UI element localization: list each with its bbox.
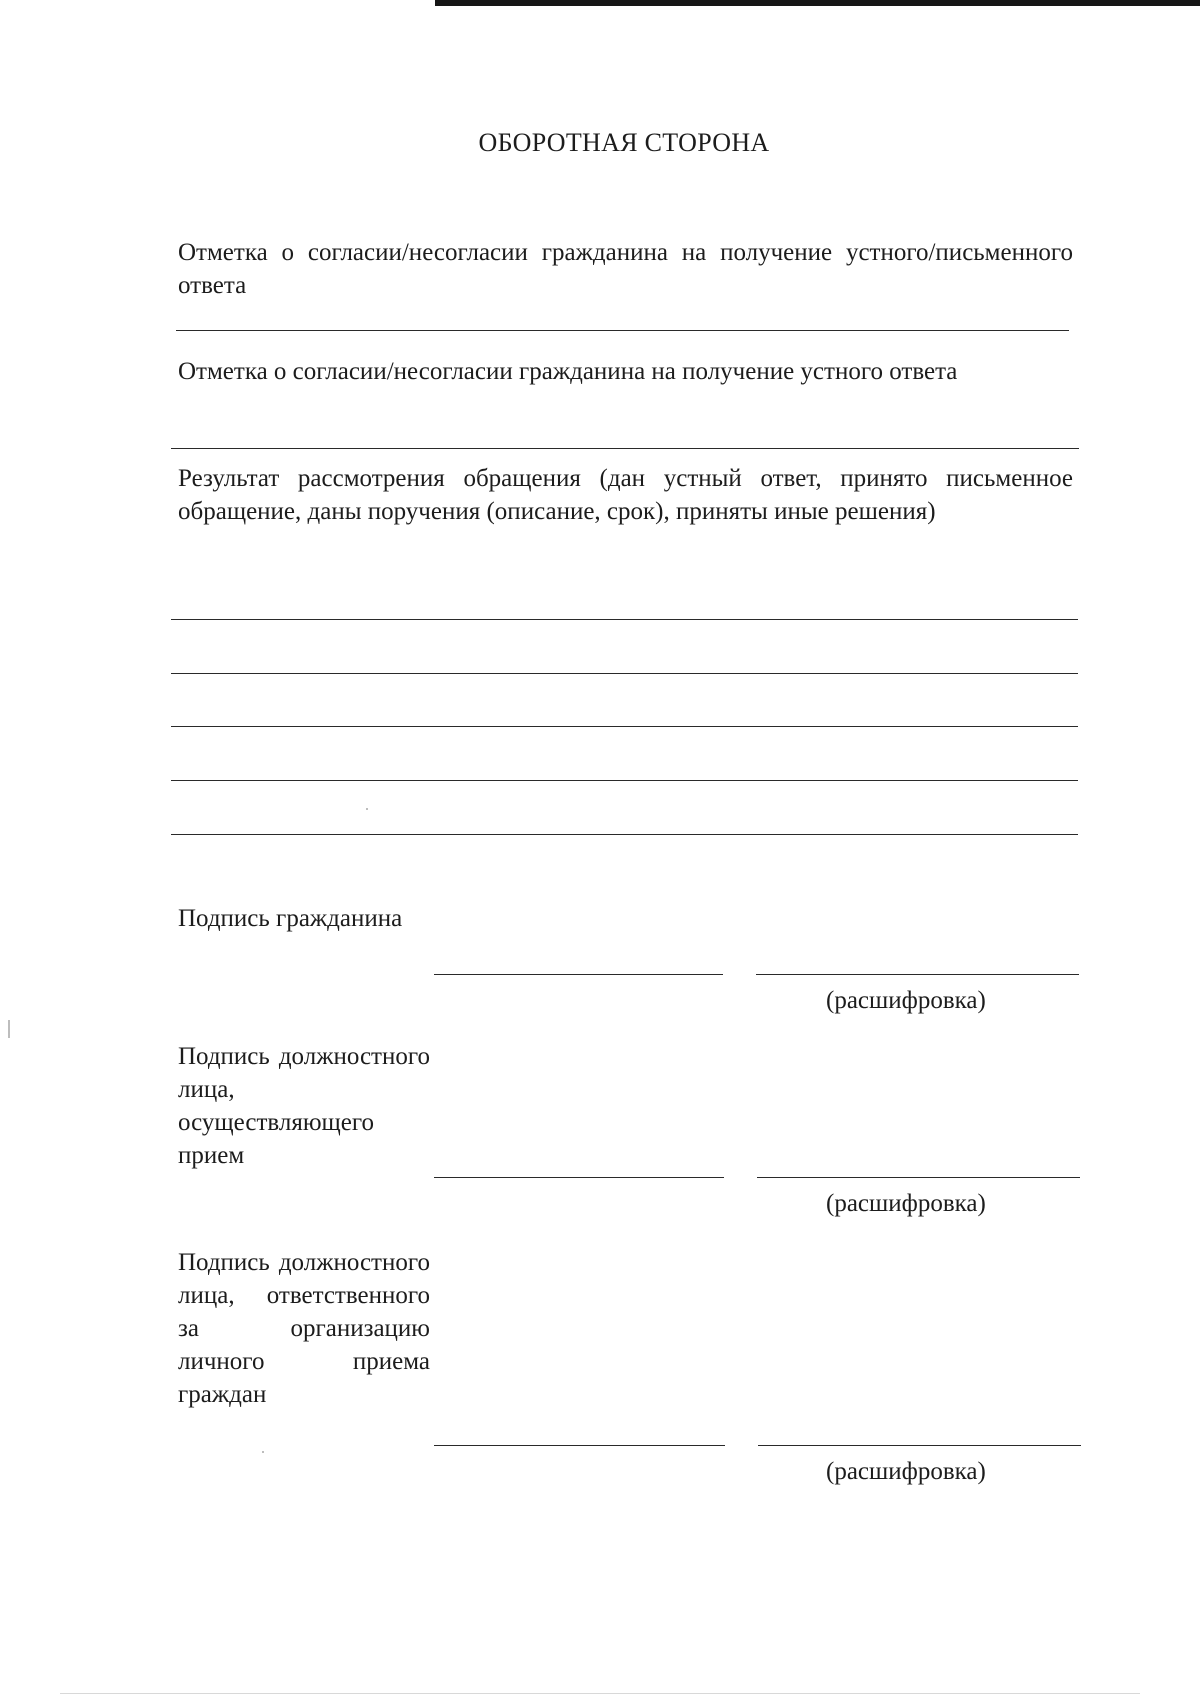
scan-speck	[262, 1451, 264, 1453]
top-edge-border	[435, 0, 1200, 6]
result-line-2	[171, 673, 1078, 674]
page-title: ОБОРОТНАЯ СТОРОНА	[478, 128, 770, 157]
consent-oral-label: Отметка о согласии/несогласии гражданина на получение устного ответа	[178, 358, 958, 385]
citizen-signature-line	[434, 974, 723, 975]
responsible-official-signature-label: Подпись должностного лица, ответственного за организацию личного приема граждан	[178, 1249, 430, 1408]
scan-speck	[8, 1020, 10, 1038]
scan-speck	[366, 808, 368, 810]
receiving-official-decode-line	[757, 1177, 1080, 1178]
citizen-decode-line	[756, 974, 1079, 975]
citizen-decode-caption: (расшифровка)	[826, 987, 986, 1014]
consent-oral-line	[171, 448, 1079, 449]
result-line-5	[171, 834, 1078, 835]
result-label: Результат рассмотрения обращения (дан устный ответ, принято письменное обращение, даны поручения (описание, срок), приняты иные решения)	[178, 465, 1073, 525]
consent-oral-written-line	[176, 330, 1069, 331]
receiving-official-signature-line	[434, 1177, 724, 1178]
responsible-official-decode-caption: (расшифровка)	[826, 1458, 986, 1485]
responsible-official-signature-line	[434, 1445, 725, 1446]
result-line-3	[171, 726, 1078, 727]
responsible-official-decode-line	[758, 1445, 1081, 1446]
receiving-official-signature-label: Подпись должностного лица, осуществляющего прием	[178, 1043, 430, 1169]
receiving-official-decode-caption: (расшифровка)	[826, 1190, 986, 1217]
result-line-4	[171, 780, 1078, 781]
consent-oral-written-label: Отметка о согласии/несогласии гражданина на получение устного/письменного ответа	[178, 239, 1073, 299]
citizen-signature-label: Подпись гражданина	[178, 905, 403, 932]
scan-bottom-edge	[60, 1693, 1140, 1694]
result-line-1	[171, 619, 1078, 620]
